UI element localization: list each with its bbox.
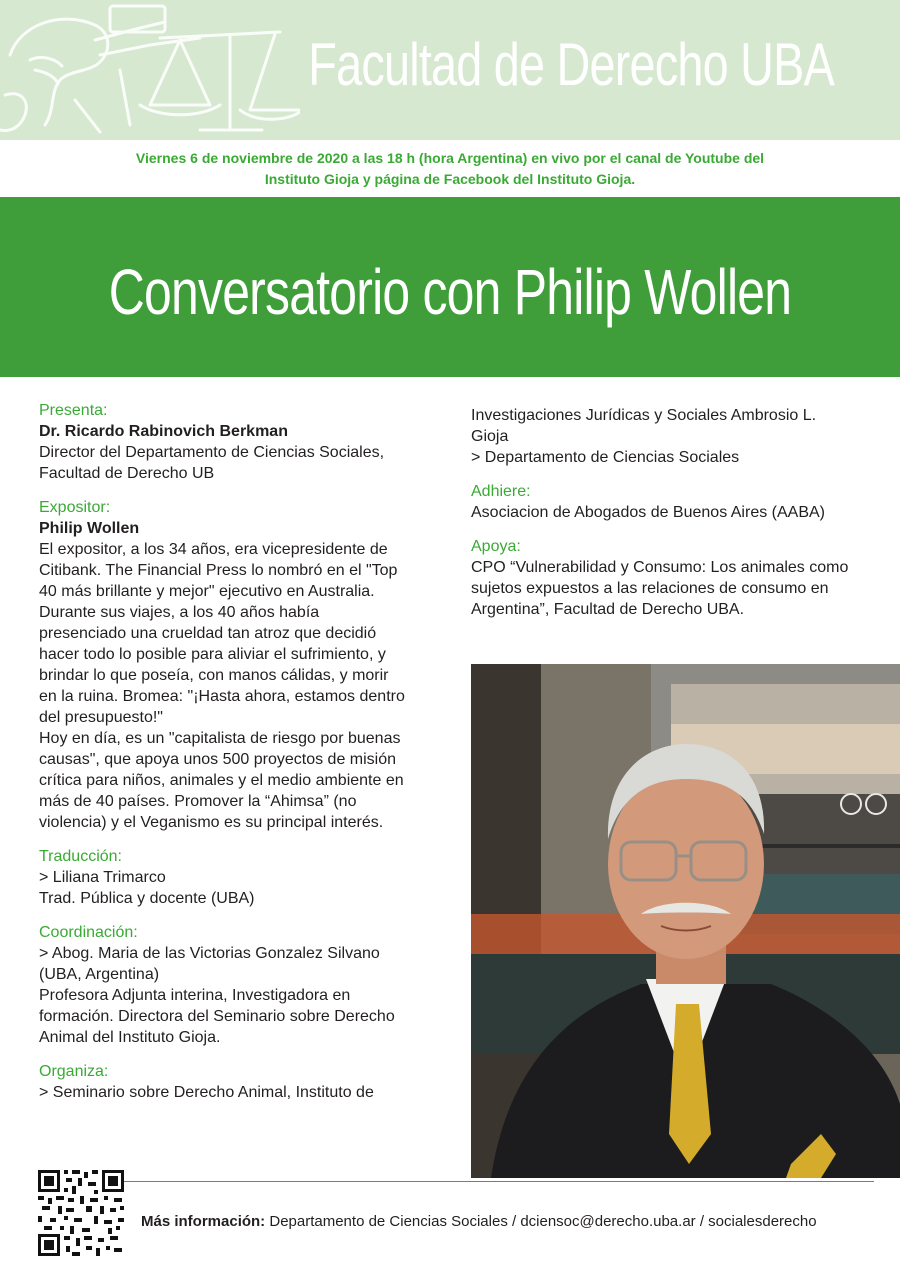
justice-scales-illustration-icon <box>0 0 300 140</box>
expositor-bio-line: Citibank. The Financial Press lo nombró en el "Top <box>39 562 398 579</box>
more-info-text: Departamento de Ciencias Sociales / dciensoc@derecho.uba.ar / socialesderecho <box>265 1213 817 1230</box>
organiza-label: Organiza: <box>39 1063 109 1080</box>
coordinacion-line: (UBA, Argentina) <box>39 966 160 983</box>
presenta-label: Presenta: <box>39 402 108 419</box>
traduccion-line: Trad. Pública y docente (UBA) <box>39 890 255 907</box>
event-info-line: Instituto Gioja y página de Facebook del Instituto Gioja. <box>264 171 636 187</box>
presenta-name: Dr. Ricardo Rabinovich Berkman <box>39 423 288 440</box>
left-column <box>39 400 429 1103</box>
expositor-name: Philip Wollen <box>39 520 140 537</box>
apoya-line: Argentina”, Facultad de Derecho UBA. <box>471 601 745 618</box>
more-info <box>141 1213 817 1230</box>
adhiere-label: Adhiere: <box>471 483 531 500</box>
traduccion-label: Traducción: <box>39 848 122 865</box>
expositor-bio-line: brindar lo que poseía, con manos cálidas, y morir <box>39 667 389 684</box>
expositor-bio-line: en la ruina. Bromea: "¡Hasta ahora, estamos dentro <box>39 688 405 705</box>
footer-divider <box>124 1181 874 1182</box>
expositor-bio-line: crítica para niños, animales y el medio ambiente en <box>39 772 404 789</box>
speaker-photo <box>471 664 900 1178</box>
expositor-bio-line: causas", que apoya unos 500 proyectos de misión <box>39 751 397 768</box>
event-title: Conversatorio con Philip Wollen <box>108 256 792 328</box>
header <box>0 0 900 140</box>
qr-code-icon <box>38 1170 124 1256</box>
traduccion-line: > Liliana Trimarco <box>39 869 166 886</box>
expositor-label: Expositor: <box>39 499 111 516</box>
portrait-of-philip-wollen-icon <box>471 664 900 1178</box>
expositor-bio-line: hacer todo lo posible para aliviar el sufrimiento, y <box>39 646 386 663</box>
event-info-line: Viernes 6 de noviembre de 2020 a las 18 h (hora Argentina) en vivo por el canal de Youtube del <box>135 150 765 166</box>
organiza-line: > Departamento de Ciencias Sociales <box>471 449 740 466</box>
expositor-bio-line: El expositor, a los 34 años, era vicepresidente de <box>39 541 388 558</box>
coordinacion-line: > Abog. Maria de las Victorias Gonzalez Silvano <box>39 945 380 962</box>
coordinacion-line: Profesora Adjunta interina, Investigadora en <box>39 987 351 1004</box>
apoya-line: CPO “Vulnerabilidad y Consumo: Los animales como <box>471 559 849 576</box>
expositor-bio-line: Hoy en día, es un "capitalista de riesgo por buenas <box>39 730 401 747</box>
adhiere-line: Asociacion de Abogados de Buenos Aires (AABA) <box>471 504 825 521</box>
expositor-bio-line: más de 40 países. Promover la “Ahimsa” (no <box>39 793 357 810</box>
presenta-line: Director del Departamento de Ciencias Sociales, <box>39 444 385 461</box>
more-info-label: Más información: <box>141 1213 266 1230</box>
apoya-line: sujetos expuestos a las relaciones de consumo en <box>471 580 829 597</box>
coordinacion-label: Coordinación: <box>39 924 138 941</box>
expositor-bio-line: violencia) y el Veganismo es su principal interés. <box>39 814 384 831</box>
presenta-line: Facultad de Derecho UB <box>39 465 215 482</box>
expositor-bio-line: Durante sus viajes, a los 40 años había <box>39 604 320 621</box>
event-info <box>0 148 900 190</box>
coordinacion-line: formación. Directora del Seminario sobre Derecho <box>39 1008 395 1025</box>
expositor-bio-line: 40 más brillante y mejor" ejecutivo en Australia. <box>39 583 375 600</box>
organiza-line: Investigaciones Jurídicas y Sociales Ambrosio L. <box>471 407 817 424</box>
coordinacion-line: Animal del Instituto Gioja. <box>39 1029 221 1046</box>
faculty-title: Facultad de Derecho UBA <box>308 31 834 98</box>
apoya-label: Apoya: <box>471 538 521 555</box>
right-column <box>471 405 871 620</box>
title-banner <box>0 197 900 377</box>
organiza-line: > Seminario sobre Derecho Animal, Instituto de <box>39 1084 374 1101</box>
expositor-bio-line: del presupuesto!" <box>39 709 163 726</box>
expositor-bio-line: presenciado una crueldad tan atroz que decidió <box>39 625 377 642</box>
organiza-line: Gioja <box>471 428 509 445</box>
